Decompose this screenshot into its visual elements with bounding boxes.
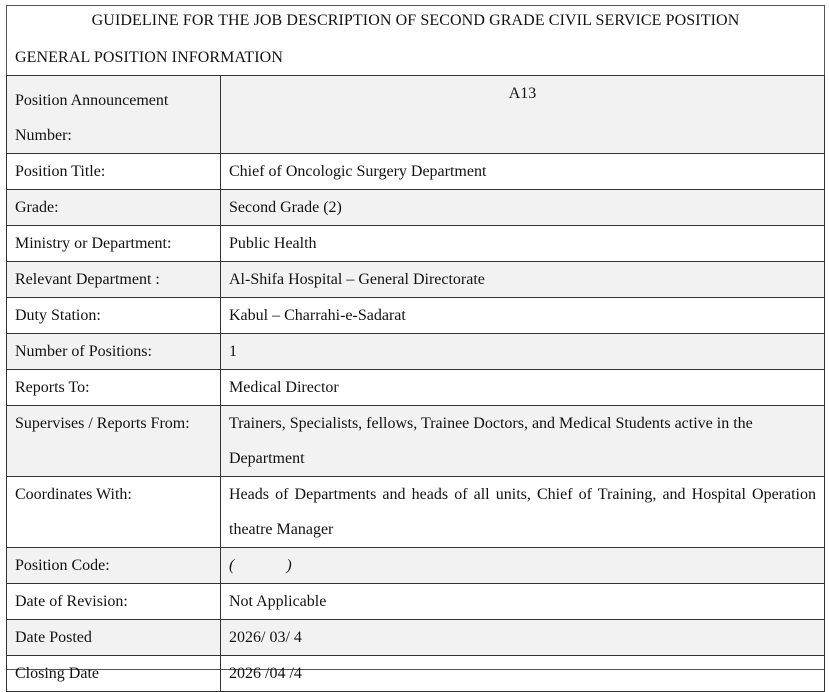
table-row	[7, 584, 825, 620]
relevant-department-label: Relevant Department :	[7, 262, 221, 298]
closing-date-value: 2026 /04 /4	[221, 656, 825, 692]
revision-value: Not Applicable	[221, 584, 825, 620]
grade-label: Grade:	[7, 190, 221, 226]
positions-value: 1	[221, 334, 825, 370]
announcement-value: A13	[221, 76, 825, 154]
table-row	[7, 190, 825, 226]
table-row	[7, 154, 825, 190]
section-title: GENERAL POSITION INFORMATION	[15, 49, 283, 66]
position-code-open: (	[229, 557, 235, 574]
table-row	[7, 262, 825, 298]
position-info-table	[6, 75, 825, 692]
positions-label: Number of Positions:	[7, 334, 221, 370]
table-row	[7, 226, 825, 262]
position-code-label: Position Code:	[7, 548, 221, 584]
table-row	[7, 298, 825, 334]
supervises-value: Trainers, Specialists, fellows, Trainee Doctors, and Medical Students active in the Department	[221, 406, 825, 477]
document-title: GUIDELINE FOR THE JOB DESCRIPTION OF SECOND GRADE CIVIL SERVICE POSITION	[91, 12, 740, 29]
table-row	[7, 620, 825, 656]
ministry-label: Ministry or Department:	[7, 226, 221, 262]
title-label: Position Title:	[7, 154, 221, 190]
relevant-department-value: Al-Shifa Hospital – General Directorate	[221, 262, 825, 298]
table-row	[7, 76, 825, 154]
grade-value: Second Grade (2)	[221, 190, 825, 226]
coordinates-value: Heads of Departments and heads of all units, Chief of Training, and Hospital Operation theatre Manager	[221, 477, 825, 548]
table-row	[7, 477, 825, 548]
table-row	[7, 334, 825, 370]
reports-to-label: Reports To:	[7, 370, 221, 406]
date-posted-label: Date Posted	[7, 620, 221, 656]
table-row	[7, 656, 825, 692]
table-row	[7, 370, 825, 406]
revision-label: Date of Revision:	[7, 584, 221, 620]
announcement-label: Position Announcement Number:	[7, 76, 221, 154]
position-code-value	[221, 548, 825, 584]
table-row	[7, 548, 825, 584]
ministry-value: Public Health	[221, 226, 825, 262]
duty-station-label: Duty Station:	[7, 298, 221, 334]
duty-station-value: Kabul – Charrahi-e-Sadarat	[221, 298, 825, 334]
reports-to-value: Medical Director	[221, 370, 825, 406]
coordinates-label: Coordinates With:	[7, 477, 221, 548]
title-value: Chief of Oncologic Surgery Department	[221, 154, 825, 190]
date-posted-value: 2026/ 03/ 4	[221, 620, 825, 656]
position-code-close: )	[286, 557, 292, 574]
table-row	[7, 406, 825, 477]
supervises-label: Supervises / Reports From:	[7, 406, 221, 477]
closing-date-label: Closing Date	[7, 656, 221, 692]
